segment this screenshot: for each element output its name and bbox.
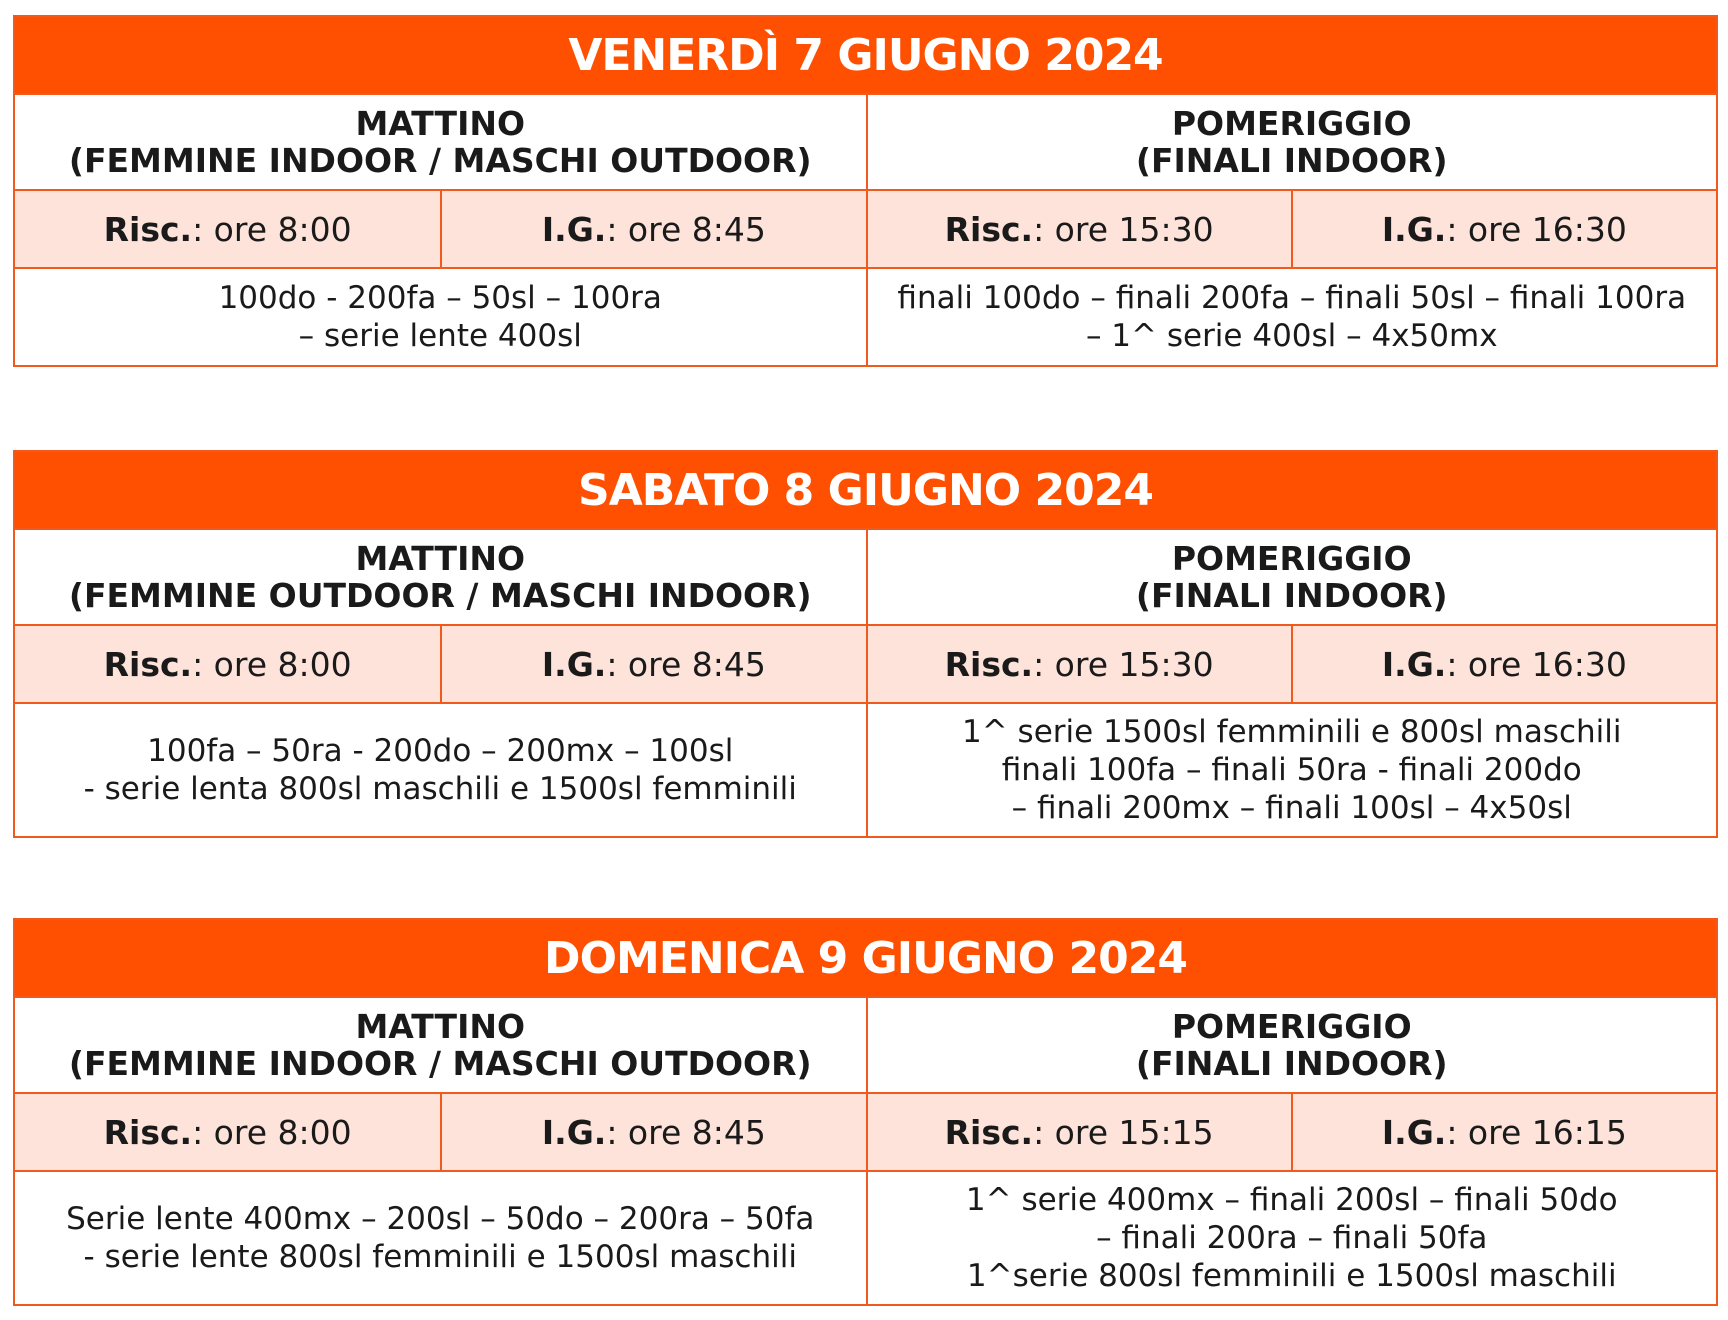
session-name: MATTINO (355, 539, 526, 578)
warmup-label: Risc. (944, 1112, 1034, 1152)
event-line: – finali 200ra – finali 50fa (1096, 1220, 1488, 1256)
event-line: - serie lenta 800sl maschili e 1500sl femminili (83, 771, 797, 807)
event-line: 1^serie 800sl femminili e 1500sl maschili (966, 1258, 1617, 1294)
afternoon-session-header (866, 530, 1717, 624)
warmup-label: Risc. (103, 1112, 193, 1152)
warmup-time: : ore 15:30 (1033, 644, 1214, 684)
times-row (15, 189, 1716, 267)
events-row (15, 267, 1716, 365)
day-title: VENERDÌ 7 GIUGNO 2024 (15, 17, 1716, 93)
event-line: 1^ serie 1500sl femminili e 800sl maschili (962, 714, 1622, 750)
start-time: : ore 16:15 (1446, 1112, 1627, 1152)
session-row (15, 528, 1716, 624)
event-line: 100do - 200fa – 50sl – 100ra (218, 280, 662, 316)
warmup-time-cell (15, 1094, 440, 1170)
event-line: - serie lente 800sl femminili e 1500sl maschili (83, 1239, 797, 1275)
afternoon-events (866, 704, 1717, 836)
warmup-time: : ore 15:30 (1033, 209, 1214, 249)
event-line: – serie lente 400sl (298, 318, 582, 354)
session-name: POMERIGGIO (1171, 1007, 1412, 1046)
warmup-label: Risc. (944, 209, 1034, 249)
start-time-cell (440, 191, 865, 267)
times-row (15, 624, 1716, 702)
session-subtitle: (FEMMINE INDOOR / MASCHI OUTDOOR) (68, 1044, 812, 1083)
start-time: : ore 8:45 (606, 1112, 766, 1152)
session-name: POMERIGGIO (1171, 539, 1412, 578)
event-line: – finali 200mx – finali 100sl – 4x50sl (1011, 790, 1572, 826)
day-title: DOMENICA 9 GIUGNO 2024 (15, 920, 1716, 996)
start-time: : ore 16:30 (1446, 209, 1627, 249)
start-time: : ore 8:45 (606, 209, 766, 249)
event-line: 100fa – 50ra - 200do – 200mx – 100sl (147, 733, 734, 769)
session-subtitle: (FEMMINE INDOOR / MASCHI OUTDOOR) (68, 141, 812, 180)
morning-events (15, 704, 866, 836)
start-time-cell (1291, 626, 1716, 702)
start-label: I.G. (541, 209, 607, 249)
afternoon-events (866, 269, 1717, 365)
start-time-cell (1291, 1094, 1716, 1170)
session-subtitle: (FINALI INDOOR) (1135, 141, 1448, 180)
warmup-time: : ore 15:15 (1033, 1112, 1214, 1152)
afternoon-events (866, 1172, 1717, 1304)
session-name: MATTINO (355, 1007, 526, 1046)
warmup-time: : ore 8:00 (192, 1112, 352, 1152)
warmup-label: Risc. (103, 644, 193, 684)
session-name: MATTINO (355, 104, 526, 143)
day-table-sunday (13, 918, 1718, 1306)
day-table-friday (13, 15, 1718, 367)
start-time-cell (440, 1094, 865, 1170)
afternoon-session-header (866, 95, 1717, 189)
session-row (15, 996, 1716, 1092)
day-table-saturday (13, 450, 1718, 838)
session-subtitle: (FINALI INDOOR) (1135, 1044, 1448, 1083)
event-line: finali 100fa – finali 50ra - finali 200do (1001, 752, 1582, 788)
start-label: I.G. (1381, 1112, 1447, 1152)
morning-session-header (15, 998, 866, 1092)
warmup-time: : ore 8:00 (192, 644, 352, 684)
session-subtitle: (FEMMINE OUTDOOR / MASCHI INDOOR) (68, 576, 812, 615)
warmup-time-cell (15, 626, 440, 702)
event-line: 1^ serie 400mx – finali 200sl – finali 50do (965, 1182, 1618, 1218)
start-time: : ore 8:45 (606, 644, 766, 684)
morning-events (15, 1172, 866, 1304)
session-name: POMERIGGIO (1171, 104, 1412, 143)
warmup-time-cell (866, 1094, 1291, 1170)
start-label: I.G. (1381, 209, 1447, 249)
start-time: : ore 16:30 (1446, 644, 1627, 684)
warmup-time: : ore 8:00 (192, 209, 352, 249)
times-row (15, 1092, 1716, 1170)
warmup-time-cell (866, 191, 1291, 267)
day-title: SABATO 8 GIUGNO 2024 (15, 452, 1716, 528)
event-line: – 1^ serie 400sl – 4x50mx (1085, 318, 1498, 354)
afternoon-session-header (866, 998, 1717, 1092)
session-subtitle: (FINALI INDOOR) (1135, 576, 1448, 615)
start-time-cell (440, 626, 865, 702)
event-line: finali 100do – finali 200fa – finali 50sl – finali 100ra (897, 280, 1687, 316)
start-label: I.G. (541, 644, 607, 684)
warmup-label: Risc. (944, 644, 1034, 684)
events-row (15, 1170, 1716, 1304)
warmup-time-cell (866, 626, 1291, 702)
events-row (15, 702, 1716, 836)
start-label: I.G. (541, 1112, 607, 1152)
start-time-cell (1291, 191, 1716, 267)
event-line: Serie lente 400mx – 200sl – 50do – 200ra – 50fa (66, 1201, 815, 1237)
session-row (15, 93, 1716, 189)
warmup-time-cell (15, 191, 440, 267)
warmup-label: Risc. (103, 209, 193, 249)
morning-events (15, 269, 866, 365)
start-label: I.G. (1381, 644, 1447, 684)
morning-session-header (15, 530, 866, 624)
morning-session-header (15, 95, 866, 189)
